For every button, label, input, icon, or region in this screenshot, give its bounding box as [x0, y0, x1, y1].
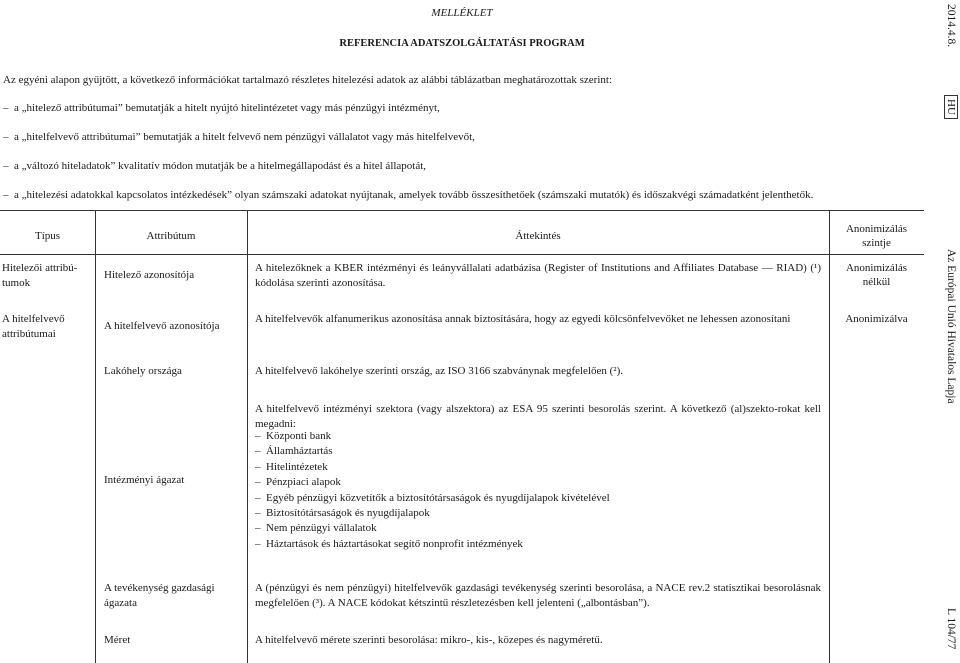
row-5-overview: A (pénzügyi és nem pénzügyi) hitelfelvevők gazdasági tevékenység szerinti besorolása, a NACE rev.2 statisztikai besorolásnak megfelelően (³). A NACE kódokat kétszintű részletezésben kell jelenteni („albontásban”). — [255, 582, 821, 609]
column-divider-2 — [247, 210, 248, 663]
row-1-anon-line-1: Anonimizálás — [845, 262, 908, 274]
intro-bullet-2: – a „hitelfelvevő attribútumai” bemutatják a hitelt felvevő nem pénzügyi vállalatot vagy más hitelfelvevőt, — [3, 131, 475, 143]
side-page-number: L 104/77 — [945, 608, 957, 650]
table-header-rule — [0, 254, 924, 255]
sector-item: – Központi bank — [255, 430, 332, 442]
side-language — [945, 95, 957, 119]
column-divider-1 — [95, 210, 96, 663]
side-date: 2014.4.8. — [945, 4, 957, 48]
row-3-overview: A hitelfelvevő lakóhelye szerinti ország, az ISO 3166 szabványnak megfelelően (²). — [255, 365, 624, 377]
sector-item: – Háztartások és háztartásokat segítő nonprofit intézmények — [255, 537, 523, 550]
sector-item: – Pénzpiaci alapok — [255, 476, 341, 489]
row-4-attribute: Intézményi ágazat — [104, 474, 185, 486]
row-5-attribute: A tevékenység gazdasági ágazata — [104, 582, 215, 609]
row-1-anon-line-2: nélkül — [862, 276, 891, 288]
sector-item: – Biztosítótársaságok és nyugdíjalapok — [255, 507, 430, 520]
row-6-attribute: Méret — [104, 634, 131, 646]
side-journal: Az Európai Unió Hivatalos Lapja — [945, 249, 957, 404]
row-1-type: Hitelezői attribú-tumok — [2, 262, 78, 289]
row-1-attribute: Hitelező azonosítója — [104, 269, 195, 281]
header-overview: Áttekintés — [515, 230, 561, 242]
row-2-attribute: A hitelfelvevő azonosítója — [104, 320, 220, 332]
sector-item: – Egyéb pénzügyi közvetítők a biztosítótársaságok és nyugdíjalapok kivételével — [255, 491, 610, 504]
header-anon-line-2: szintje — [862, 237, 891, 249]
page-title: REFERENCIA ADATSZOLGÁLTATÁSI PROGRAM — [339, 38, 585, 49]
language-badge: HU — [944, 95, 958, 119]
row-2-overview: A hitelfelvevők alfanumerikus azonosítása annak biztosítására, hogy az egyedi kölcsönfelvevőket ne lehessen azonosítani — [255, 313, 791, 325]
sector-item: – Nem pénzügyi vállalatok — [255, 522, 377, 535]
table-top-rule — [0, 210, 924, 211]
annex-label: MELLÉKLET — [431, 7, 493, 19]
header-attribute: Attribútum — [146, 230, 196, 242]
row-2-anonymization: Anonimizálva — [845, 313, 908, 325]
header-anon-line-1: Anonimizálás — [845, 223, 908, 235]
sector-item: – Hitelintézetek — [255, 460, 328, 473]
header-type: Típus — [34, 230, 61, 242]
row-1-overview: A hitelezőknek a KBER intézményi és leányvállalati adatbázisa (Register of Institutions and Affiliates Database — RIAD) (¹) kódolása szerinti azonosítása. — [255, 262, 821, 289]
row-1-anonymization — [829, 261, 924, 289]
sector-item: – Államháztartás — [255, 445, 333, 458]
intro-bullet-1: – a „hitelező attribútumai” bemutatják a hitelt nyújtó hitelintézetet vagy más pénzügyi intézményt, — [3, 102, 440, 114]
header-anonymization — [829, 222, 924, 250]
sector-list — [255, 429, 610, 552]
row-2-type: A hitelfelvevő attribútumai — [2, 313, 65, 340]
row-6-overview: A hitelfelvevő mérete szerinti besorolása: mikro-, kis-, közepes és nagyméretű. — [255, 634, 603, 646]
row-3-attribute: Lakóhely országa — [104, 365, 182, 377]
intro-lead: Az egyéni alapon gyűjtött, a következő információkat tartalmazó részletes hitelezési adatok az alábbi táblázatban meghatározottak szerint: — [3, 74, 613, 86]
intro-bullet-3: – a „változó hiteladatok” kvalitatív módon mutatják be a hitelmegállapodást és a hitel állapotát, — [3, 160, 427, 172]
intro-bullet-4: – a „hitelezési adatokkal kapcsolatos intézkedések” olyan számszaki adatokat nyújtanak, amelyek tovább összesíthetőek (számszaki mutatók) és időszakvégi számadatként jelenthetők. — [3, 189, 814, 201]
row-4-overview: A hitelfelvevő intézményi szektora (vagy alszektora) az ESA 95 szerinti besorolás szerint. A következő (al)szekto-rokat kell megadni: — [255, 403, 821, 430]
